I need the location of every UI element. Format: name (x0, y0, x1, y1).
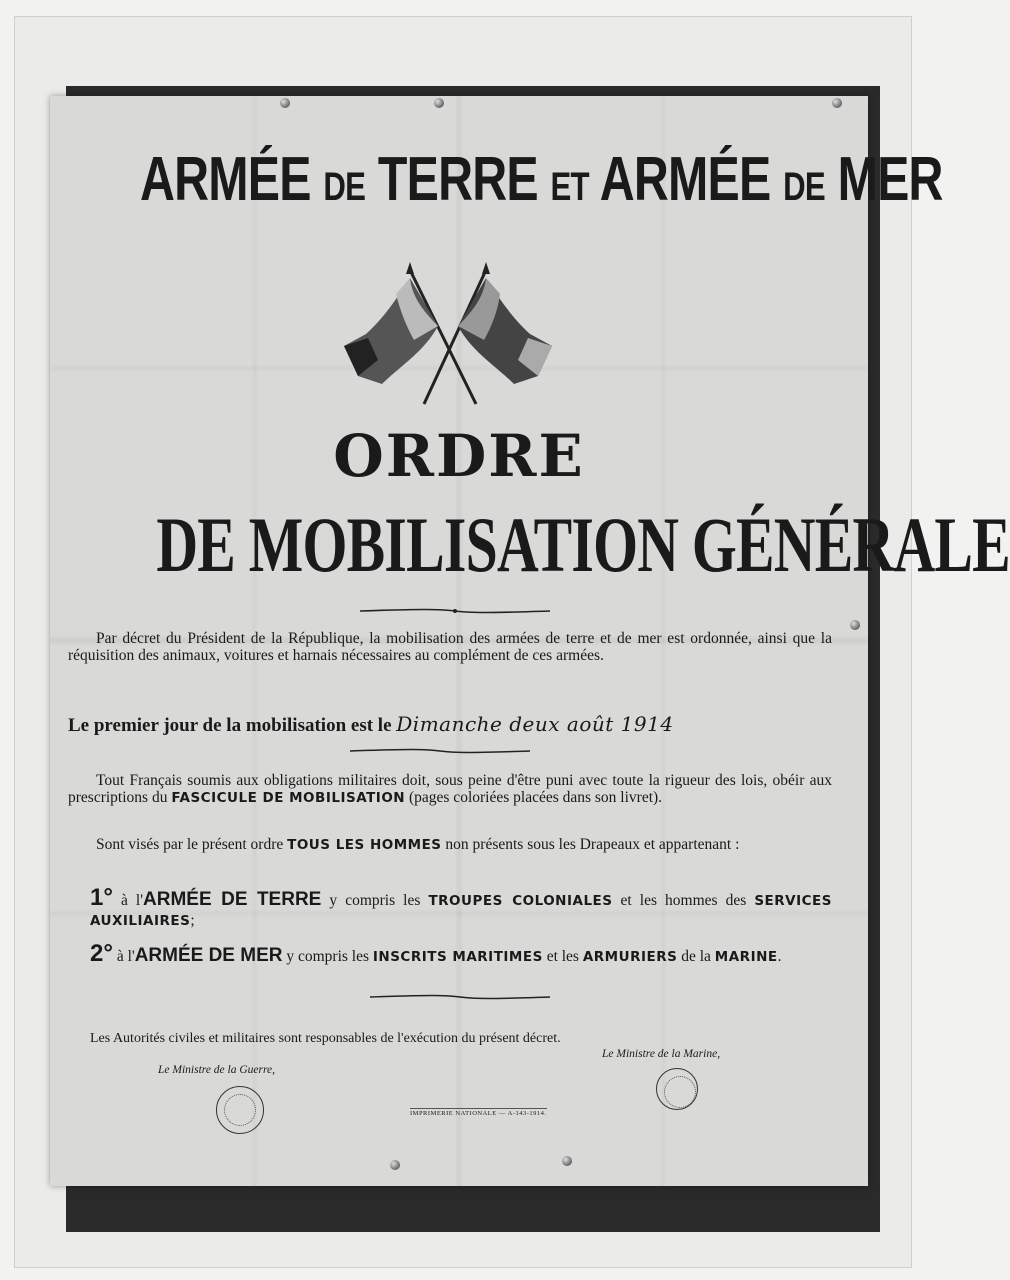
decree-paragraph: Par décret du Président de la République, la mobilisation des armées de terre et de mer est ordonnée, ainsi que la réquisition des animaux, voitures et harnais nécessaires au complément de ces armées. (68, 630, 832, 664)
item-army (90, 884, 832, 931)
text-run: y compris les (286, 948, 370, 965)
armee-de-mer-emphasis: ARMÉE DE MER (134, 945, 283, 966)
text-run: Tout Français soumis aux obligations militaires doit, sous peine d'être puni avec toute la rigueur des lois, obéir aux prescriptions du (68, 772, 832, 806)
ordre-heading: ORDRE (333, 422, 585, 490)
text-run: à l' (116, 948, 135, 965)
navy-ministry-seal-icon (656, 1068, 698, 1110)
troupes-coloniales-emphasis: TROUPES COLONIALES (428, 893, 613, 909)
pin-icon (832, 98, 842, 108)
signature-navy-minister: Le Ministre de la Marine, (602, 1048, 721, 1060)
text-run: Sont visés par le présent ordre (96, 836, 284, 853)
item-navy (90, 940, 832, 967)
pin-icon (434, 98, 444, 108)
pin-icon (390, 1160, 400, 1170)
war-ministry-seal-icon (216, 1086, 264, 1134)
first-day-line (68, 712, 674, 737)
crossed-flags-icon (338, 256, 558, 416)
printer-imprint: IMPRIMERIE NATIONALE — A-143-1914. (410, 1110, 547, 1117)
ornament-divider (370, 994, 550, 1000)
text-run: et les (546, 948, 579, 965)
text-run: à l' (121, 892, 144, 909)
poster-heading (139, 144, 943, 215)
text-run: de la (681, 948, 711, 965)
marine-emphasis: MARINE (714, 949, 778, 965)
obligations-paragraph (68, 772, 832, 807)
text-run: . (777, 948, 782, 965)
pin-icon (280, 98, 290, 108)
handwritten-date: Dimanche deux août 1914 (396, 712, 674, 736)
pin-icon (562, 1156, 572, 1166)
heading-word: DE (783, 165, 825, 209)
item-number: 1° (90, 884, 113, 911)
text-run: ; (190, 912, 195, 929)
text-run: et les hommes des (620, 892, 747, 909)
ornament-divider (360, 608, 550, 614)
mobilization-poster (50, 96, 1010, 1186)
ornament-divider (350, 748, 530, 754)
heading-word: MER (837, 145, 943, 214)
heading-word: ARMÉE (139, 145, 311, 214)
heading-word: DE (323, 165, 366, 209)
tous-les-hommes-emphasis: TOUS LES HOMMES (287, 837, 442, 853)
text-run: y compris les (329, 892, 421, 909)
mobilisation-heading: DE MOBILISATION GÉNÉRALE (156, 501, 1010, 588)
services-auxiliaires-emphasis: SERVICES AUXILIAIRES (90, 893, 832, 929)
armee-de-terre-emphasis: ARMÉE DE TERRE (143, 889, 322, 910)
heading-word: TERRE (377, 145, 538, 214)
pin-icon (850, 620, 860, 630)
heading-word: ET (550, 165, 589, 209)
concerned-paragraph (68, 836, 832, 854)
inscrits-maritimes-emphasis: INSCRITS MARITIMES (372, 949, 543, 965)
fascicule-emphasis: FASCICULE DE MOBILISATION (171, 790, 406, 806)
first-day-label: Le premier jour de la mobilisation est le (68, 715, 392, 736)
signature-war-minister: Le Ministre de la Guerre, (158, 1064, 276, 1076)
heading-word: ARMÉE (599, 145, 771, 214)
authorities-paragraph: Les Autorités civiles et militaires sont responsables de l'exécution du présent décret. (90, 1031, 561, 1046)
item-number: 2° (90, 940, 113, 967)
armuriers-emphasis: ARMURIERS (582, 949, 678, 965)
text-run: (pages coloriées placées dans son livret). (408, 789, 663, 806)
text-run: non présents sous les Drapeaux et appartenant : (445, 836, 740, 853)
